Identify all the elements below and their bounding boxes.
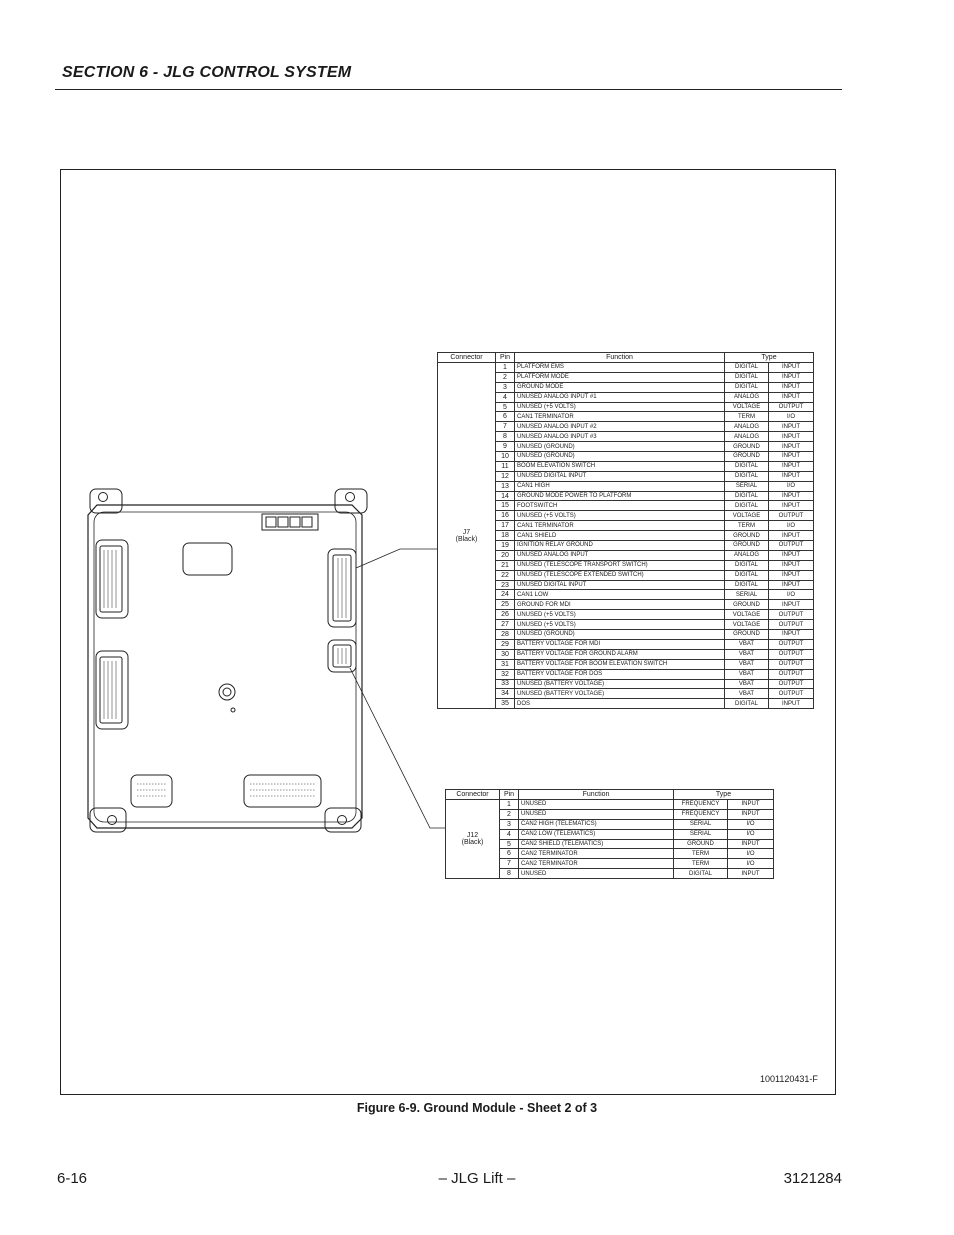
pin-cell: 31 [496,659,515,669]
pin-cell: 30 [496,649,515,659]
direction-cell: INPUT [769,560,814,570]
direction-cell: INPUT [769,471,814,481]
direction-cell: INPUT [769,452,814,462]
direction-cell: INPUT [769,422,814,432]
function-cell: UNUSED (+5 VOLTS) [515,620,725,630]
ground-stud [219,684,235,712]
signal-type-cell: GROUND [725,630,769,640]
figure-reference-number: 1001120431-F [760,1074,818,1084]
figure-caption: Figure 6-9. Ground Module - Sheet 2 of 3 [356,1101,598,1115]
pin-cell: 1 [500,800,519,810]
direction-cell: INPUT [769,382,814,392]
function-cell: BATTERY VOLTAGE FOR GROUND ALARM [515,649,725,659]
pin-cell: 34 [496,689,515,699]
pin-cell: 7 [496,422,515,432]
top-header-connector [262,514,318,530]
pin-cell: 35 [496,699,515,709]
direction-cell: INPUT [769,442,814,452]
direction-cell: INPUT [769,570,814,580]
function-cell: CAN1 TERMINATOR [515,412,725,422]
j12-connector [328,640,356,672]
function-cell: GROUND MODE POWER TO PLATFORM [515,491,725,501]
pin-cell: 4 [496,392,515,402]
j7-pin-table [437,352,814,709]
function-cell: BATTERY VOLTAGE FOR BOOM ELEVATION SWITCH [515,659,725,669]
function-cell: UNUSED (+5 VOLTS) [515,610,725,620]
pin-cell: 32 [496,669,515,679]
pin-cell: 26 [496,610,515,620]
signal-type-cell: ANALOG [725,550,769,560]
signal-type-cell: VBAT [725,639,769,649]
pin-cell: 19 [496,541,515,551]
direction-cell: OUTPUT [769,669,814,679]
signal-type-cell: DIGITAL [725,461,769,471]
direction-cell: I/O [769,481,814,491]
direction-cell: INPUT [769,600,814,610]
signal-type-cell: ANALOG [725,392,769,402]
signal-type-cell: VBAT [725,679,769,689]
type-header: Type [674,790,774,800]
connector-color: (Black) [461,839,484,847]
signal-type-cell: VOLTAGE [725,610,769,620]
signal-type-cell: ANALOG [725,422,769,432]
pin-cell: 11 [496,461,515,471]
signal-type-cell: VOLTAGE [725,511,769,521]
function-cell: UNUSED [519,800,674,810]
section-title: SECTION 6 - JLG CONTROL SYSTEM [62,64,352,81]
bottom-connector-right [244,775,321,807]
function-cell: UNUSED (+5 VOLTS) [515,402,725,412]
function-cell: UNUSED (GROUND) [515,442,725,452]
function-cell: CAN2 HIGH (TELEMATICS) [519,819,674,829]
mounting-tab-top-left [90,489,122,513]
pin-cell: 6 [500,849,519,859]
signal-type-cell: SERIAL [725,590,769,600]
mounting-tab-top-right [335,489,367,513]
direction-cell: INPUT [769,699,814,709]
direction-cell: OUTPUT [769,620,814,630]
pin-cell: 12 [496,471,515,481]
signal-type-cell: VBAT [725,659,769,669]
left-connector-upper [96,540,128,618]
j7-leader-line [356,549,437,568]
j7-table-body [438,363,814,709]
function-cell: CAN1 HIGH [515,481,725,491]
function-cell: UNUSED DIGITAL INPUT [515,580,725,590]
pin-cell: 4 [500,829,519,839]
signal-type-cell: TERM [674,849,728,859]
table-row [446,800,774,810]
signal-type-cell: DIGITAL [725,491,769,501]
type-header: Type [725,353,814,363]
function-cell: UNUSED ANALOG INPUT #2 [515,422,725,432]
pin-cell: 24 [496,590,515,600]
function-cell: GROUND MODE [515,382,725,392]
connector-header: Connector [438,353,496,363]
signal-type-cell: GROUND [674,839,728,849]
connector-cell [438,363,496,709]
pin-cell: 28 [496,630,515,640]
function-cell: GROUND FOR MDI [515,600,725,610]
direction-cell: I/O [728,819,774,829]
pin-cell: 17 [496,521,515,531]
function-cell: UNUSED ANALOG INPUT #1 [515,392,725,402]
function-cell: IGNITION RELAY GROUND [515,541,725,551]
signal-type-cell: DIGITAL [725,580,769,590]
function-cell: CAN1 TERMINATOR [515,521,725,531]
signal-type-cell: DIGITAL [725,570,769,580]
signal-type-cell: GROUND [725,541,769,551]
signal-type-cell: DIGITAL [725,560,769,570]
pin-cell: 20 [496,550,515,560]
function-cell: UNUSED (TELESCOPE EXTENDED SWITCH) [515,570,725,580]
connector-header: Connector [446,790,500,800]
function-cell: CAN2 LOW (TELEMATICS) [519,829,674,839]
direction-cell: INPUT [769,550,814,560]
direction-cell: OUTPUT [769,610,814,620]
function-cell: UNUSED [519,809,674,819]
signal-type-cell: TERM [725,521,769,531]
direction-cell: I/O [769,521,814,531]
pin-cell: 7 [500,859,519,869]
direction-cell: I/O [769,590,814,600]
function-cell: UNUSED (GROUND) [515,630,725,640]
signal-type-cell: ANALOG [725,432,769,442]
pin-cell: 2 [500,809,519,819]
function-cell: CAN2 TERMINATOR [519,859,674,869]
pin-cell: 9 [496,442,515,452]
signal-type-cell: VOLTAGE [725,620,769,630]
pin-cell: 1 [496,363,515,373]
direction-cell: INPUT [769,491,814,501]
direction-cell: INPUT [728,809,774,819]
direction-cell: INPUT [769,531,814,541]
pin-cell: 25 [496,600,515,610]
function-header: Function [515,353,725,363]
signal-type-cell: GROUND [725,442,769,452]
function-cell: CAN1 LOW [515,590,725,600]
function-cell: UNUSED (BATTERY VOLTAGE) [515,689,725,699]
j7-connector [328,549,356,627]
function-cell: UNUSED DIGITAL INPUT [515,471,725,481]
signal-type-cell: VBAT [725,649,769,659]
left-connector-lower [96,651,128,729]
direction-cell: INPUT [769,461,814,471]
direction-cell: INPUT [728,839,774,849]
direction-cell: OUTPUT [769,649,814,659]
label-window [183,543,232,575]
direction-cell: OUTPUT [769,541,814,551]
signal-type-cell: FREQUENCY [674,800,728,810]
direction-cell: I/O [728,859,774,869]
footer-publisher: – JLG Lift – [438,1170,516,1187]
function-cell: UNUSED (GROUND) [515,452,725,462]
signal-type-cell: DIGITAL [674,869,728,879]
signal-type-cell: TERM [674,859,728,869]
function-cell: UNUSED (TELESCOPE TRANSPORT SWITCH) [515,560,725,570]
function-cell: UNUSED (+5 VOLTS) [515,511,725,521]
signal-type-cell: VOLTAGE [725,402,769,412]
signal-type-cell: TERM [725,412,769,422]
function-header: Function [519,790,674,800]
direction-cell: OUTPUT [769,402,814,412]
function-cell: CAN2 SHIELD (TELEMATICS) [519,839,674,849]
signal-type-cell: DIGITAL [725,372,769,382]
direction-cell: OUTPUT [769,679,814,689]
page-number: 6-16 [57,1170,88,1187]
pin-cell: 29 [496,639,515,649]
signal-type-cell: FREQUENCY [674,809,728,819]
document-number: 3121284 [783,1170,842,1187]
direction-cell: INPUT [769,363,814,373]
pin-cell: 23 [496,580,515,590]
connector-cell [446,800,500,879]
connector-name: J7 [462,528,471,536]
direction-cell: OUTPUT [769,689,814,699]
function-cell: CAN1 SHIELD [515,531,725,541]
signal-type-cell: SERIAL [725,481,769,491]
direction-cell: I/O [728,829,774,839]
function-cell: PLATFORM MODE [515,372,725,382]
direction-cell: I/O [728,849,774,859]
pin-cell: 8 [496,432,515,442]
function-cell: PLATFORM EMS [515,363,725,373]
pin-cell: 3 [496,382,515,392]
function-cell: DOS [515,699,725,709]
connector-name: J12 [466,832,479,840]
direction-cell: INPUT [769,501,814,511]
signal-type-cell: VBAT [725,669,769,679]
direction-cell: I/O [769,412,814,422]
pin-cell: 13 [496,481,515,491]
signal-type-cell: DIGITAL [725,382,769,392]
signal-type-cell: SERIAL [674,829,728,839]
pin-cell: 22 [496,570,515,580]
j12-pin-table [445,789,774,879]
function-cell: UNUSED (BATTERY VOLTAGE) [515,679,725,689]
direction-cell: INPUT [769,580,814,590]
j12-leader-line [350,668,445,828]
pin-cell: 5 [496,402,515,412]
direction-cell: INPUT [769,392,814,402]
function-cell: UNUSED ANALOG INPUT [515,550,725,560]
pin-cell: 5 [500,839,519,849]
signal-type-cell: DIGITAL [725,699,769,709]
direction-cell: OUTPUT [769,511,814,521]
pin-cell: 2 [496,372,515,382]
pin-cell: 21 [496,560,515,570]
signal-type-cell: SERIAL [674,819,728,829]
j12-table-body [446,800,774,879]
direction-cell: INPUT [769,372,814,382]
table-row [438,363,814,373]
signal-type-cell: VBAT [725,689,769,699]
direction-cell: INPUT [728,869,774,879]
pin-cell: 8 [500,869,519,879]
pin-cell: 33 [496,679,515,689]
direction-cell: OUTPUT [769,639,814,649]
pin-cell: 15 [496,501,515,511]
signal-type-cell: GROUND [725,452,769,462]
direction-cell: INPUT [728,800,774,810]
pin-header: Pin [500,790,519,800]
direction-cell: INPUT [769,432,814,442]
pin-cell: 27 [496,620,515,630]
bottom-connector-left [131,775,172,807]
pin-cell: 18 [496,531,515,541]
signal-type-cell: DIGITAL [725,501,769,511]
function-cell: BOOM ELEVATION SWITCH [515,461,725,471]
signal-type-cell: GROUND [725,531,769,541]
connector-color: (Black) [455,535,478,543]
signal-type-cell: DIGITAL [725,471,769,481]
function-cell: UNUSED ANALOG INPUT #3 [515,432,725,442]
signal-type-cell: DIGITAL [725,363,769,373]
function-cell: UNUSED [519,869,674,879]
direction-cell: OUTPUT [769,659,814,669]
pin-cell: 3 [500,819,519,829]
signal-type-cell: GROUND [725,600,769,610]
pin-cell: 14 [496,491,515,501]
pin-header: Pin [496,353,515,363]
function-cell: FOOTSWITCH [515,501,725,511]
function-cell: BATTERY VOLTAGE FOR MDI [515,639,725,649]
pin-cell: 10 [496,452,515,462]
direction-cell: INPUT [769,630,814,640]
pin-cell: 16 [496,511,515,521]
pin-cell: 6 [496,412,515,422]
function-cell: BATTERY VOLTAGE FOR DOS [515,669,725,679]
function-cell: CAN2 TERMINATOR [519,849,674,859]
